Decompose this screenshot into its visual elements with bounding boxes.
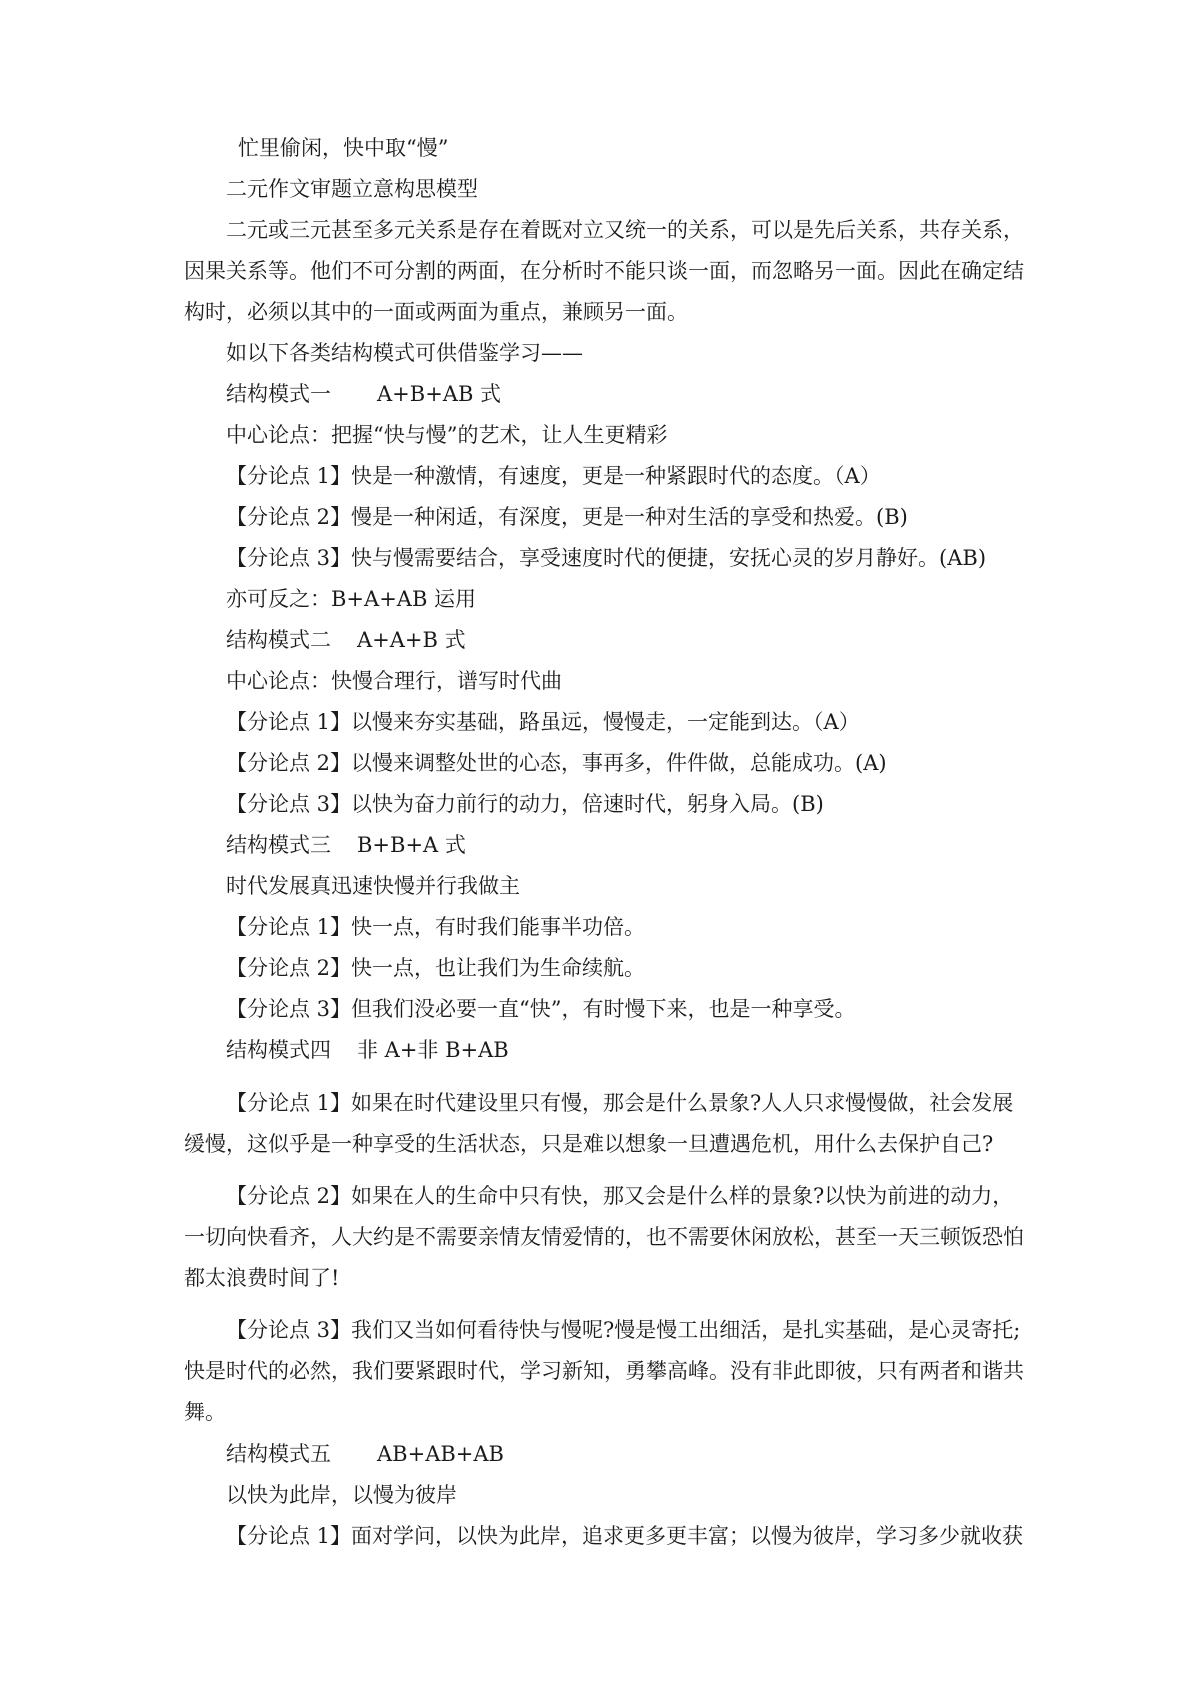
sub-argument-line: 【分论点 1】面对学问，以快为此岸，追求更多更丰富；以慢为彼岸，学习多少就收获: [226, 1524, 1024, 1548]
document-title: 忙里偷闲，快中取“慢”: [238, 136, 449, 160]
central-thesis: 以快为此岸，以慢为彼岸: [226, 1483, 457, 1507]
intro-paragraph-line: 因果关系等。他们不可分割的两面，在分析时不能只谈一面，而忽略另一面。因此在确定结: [184, 259, 1024, 283]
sub-argument: 【分论点 1】以慢来夯实基础，路虽远，慢慢走，一定能到达。（A）: [226, 710, 860, 734]
sub-argument-line: 舞。: [184, 1400, 226, 1424]
mode-label: 结构模式四: [226, 1038, 331, 1062]
sub-argument: 【分论点 2】快一点，也让我们为生命续航。: [226, 956, 646, 980]
structure-mode-heading: [0, 380, 1200, 408]
mode-formula: A+B+AB 式: [377, 382, 502, 406]
document-subtitle: 二元作文审题立意构思模型: [226, 177, 478, 201]
sub-argument: 【分论点 3】快与慢需要结合，享受速度时代的便捷，安抚心灵的岁月静好。(AB): [226, 546, 987, 570]
central-thesis: 时代发展真迅速快慢并行我做主: [226, 874, 520, 898]
sub-argument: 【分论点 1】快是一种激情，有速度，更是一种紧跟时代的态度。（A）: [226, 464, 881, 488]
mode-label: 结构模式三: [226, 833, 331, 857]
sub-argument-line: 快是时代的必然，我们要紧跟时代，学习新知，勇攀高峰。没有非此即彼，只有两者和谐共: [184, 1359, 1024, 1383]
lead-line: 如以下各类结构模式可供借鉴学习——: [226, 341, 583, 365]
mode-label: 结构模式二: [226, 628, 331, 652]
alternative-note: 亦可反之：B+A+AB 运用: [226, 587, 477, 611]
sub-argument-line: 【分论点 3】我们又当如何看待快与慢呢?慢是慢工出细活，是扎实基础，是心灵寄托;: [226, 1318, 1021, 1342]
mode-formula: A+A+B 式: [357, 628, 466, 652]
sub-argument-line: 缓慢，这似乎是一种享受的生活状态，只是难以想象一旦遭遇危机，用什么去保护自己?: [184, 1132, 994, 1156]
structure-mode-heading: [0, 1440, 1200, 1468]
central-thesis: 中心论点：快慢合理行，谱写时代曲: [226, 669, 562, 693]
sub-argument-line: 都太浪费时间了!: [184, 1266, 340, 1290]
structure-mode-heading: [0, 626, 1200, 654]
structure-mode-heading: [0, 831, 1200, 859]
mode-formula: 非 A+非 B+AB: [357, 1038, 509, 1062]
intro-paragraph-line: 二元或三元甚至多元关系是存在着既对立又统一的关系，可以是先后关系，共存关系，: [226, 218, 1024, 242]
sub-argument: 【分论点 1】快一点，有时我们能事半功倍。: [226, 915, 646, 939]
intro-paragraph-line: 构时，必须以其中的一面或两面为重点，兼顾另一面。: [184, 300, 688, 324]
mode-formula: AB+AB+AB: [377, 1442, 504, 1466]
mode-label: 结构模式五: [226, 1442, 331, 1466]
sub-argument: 【分论点 3】但我们没必要一直“快”，有时慢下来，也是一种享受。: [226, 997, 856, 1021]
structure-mode-heading: [0, 1036, 1200, 1064]
sub-argument-line: 【分论点 2】如果在人的生命中只有快，那又会是什么样的景象?以快为前进的动力，: [226, 1184, 1014, 1208]
sub-argument: 【分论点 2】慢是一种闲适，有深度，更是一种对生活的享受和热爱。(B): [226, 505, 908, 529]
sub-argument: 【分论点 3】以快为奋力前行的动力，倍速时代，躬身入局。(B): [226, 792, 824, 816]
sub-argument: 【分论点 2】以慢来调整处世的心态，事再多，件件做，总能成功。(A): [226, 751, 887, 775]
sub-argument-line: 一切向快看齐，人大约是不需要亲情友情爱情的，也不需要休闲放松，甚至一天三顿饭恐怕: [184, 1225, 1024, 1249]
mode-formula: B+B+A 式: [357, 833, 466, 857]
mode-label: 结构模式一: [226, 382, 331, 406]
central-thesis: 中心论点：把握“快与慢”的艺术，让人生更精彩: [226, 423, 668, 447]
sub-argument-line: 【分论点 1】如果在时代建设里只有慢，那会是什么景象?人人只求慢慢做，社会发展: [226, 1091, 1014, 1115]
